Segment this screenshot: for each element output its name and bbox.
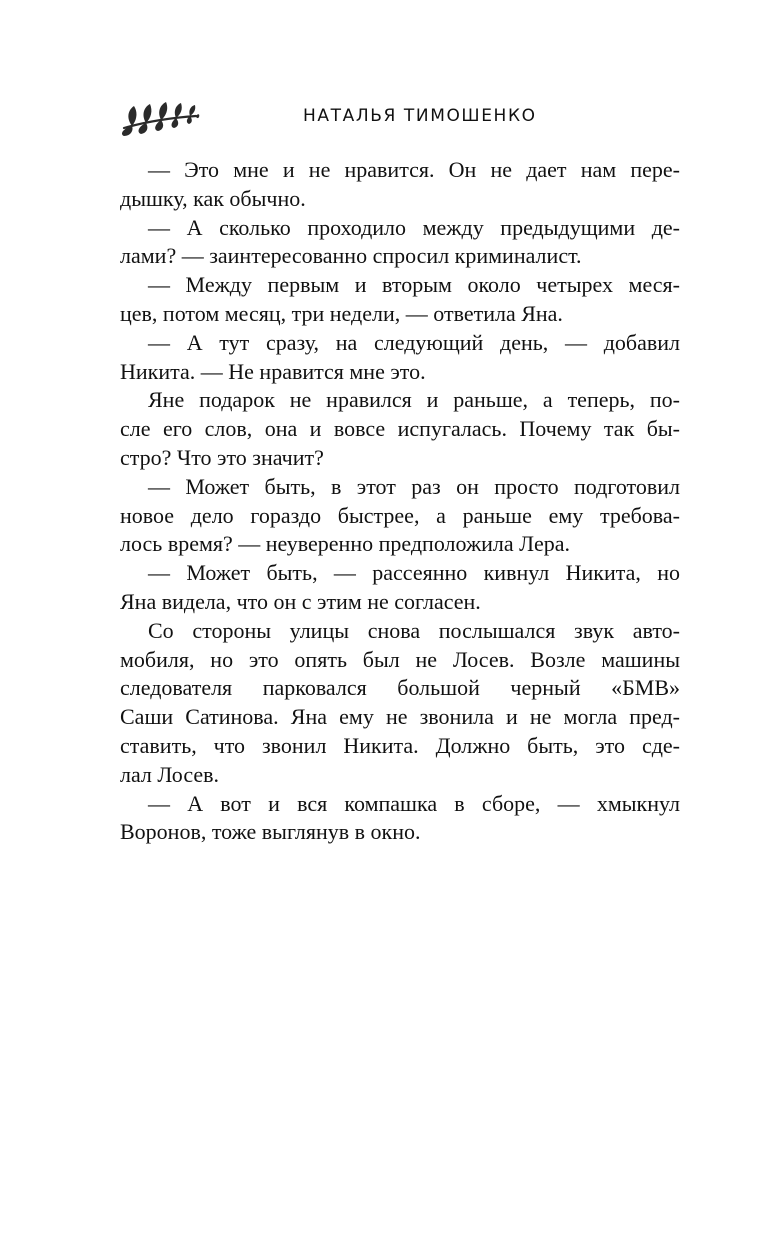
text-line: — А тут сразу, на следующий день, — добавил	[148, 329, 680, 355]
running-head: НАТАЛЬЯ ТИМОШЕНКО	[303, 106, 537, 126]
text-line: Саши Сатинова. Яна ему не звонила и не могла пред-	[120, 704, 680, 730]
text-line: — Может быть, в этот раз он просто подготовил	[148, 473, 680, 499]
text-line: стро? Что это значит?	[120, 444, 324, 470]
body-text	[120, 156, 680, 847]
text-line: — Это мне и не нравится. Он не дает нам пере-	[148, 157, 680, 182]
text-line: лал Лосев.	[120, 761, 220, 787]
text-line: лами? — заинтересованно спросил криминалист.	[120, 243, 582, 269]
text-line: лось время? — неуверенно предположила Лера.	[120, 531, 570, 557]
text-line: мобиля, но это опять был не Лосев. Возле машины	[120, 646, 680, 672]
text-line: ставить, что звонил Никита. Должно быть, это сде-	[120, 732, 680, 758]
text-line: — А сколько проходило между предыдущими де-	[148, 214, 680, 240]
text-line: Со стороны улицы снова послышался звук авто-	[148, 617, 680, 643]
text-line: цев, потом месяц, три недели, — ответила Яна.	[120, 300, 563, 326]
text-line: новое дело гораздо быстрее, а раньше ему требова-	[120, 502, 680, 528]
leaf-branch-icon	[120, 98, 200, 138]
text-line: Никита. — Не нравится мне это.	[120, 358, 426, 384]
text-line: — Между первым и вторым около четырех меся-	[148, 272, 680, 298]
text-line: сле его слов, она и вовсе испугалась. Почему так бы-	[120, 416, 680, 442]
text-line: следователя парковался большой черный «БМВ»	[120, 675, 680, 701]
text-line: Воронов, тоже выглянув в окно.	[120, 819, 421, 845]
text-line: — А вот и вся компашка в сборе, — хмыкнул	[148, 790, 680, 816]
page-header	[120, 98, 680, 138]
text-line: Яна видела, что он с этим не согласен.	[120, 588, 481, 614]
text-line: дышку, как обычно.	[120, 185, 306, 211]
text-line: — Может быть, — рассеянно кивнул Никита, но	[148, 560, 680, 586]
text-line: Яне подарок не нравился и раньше, а теперь, по-	[148, 387, 680, 413]
